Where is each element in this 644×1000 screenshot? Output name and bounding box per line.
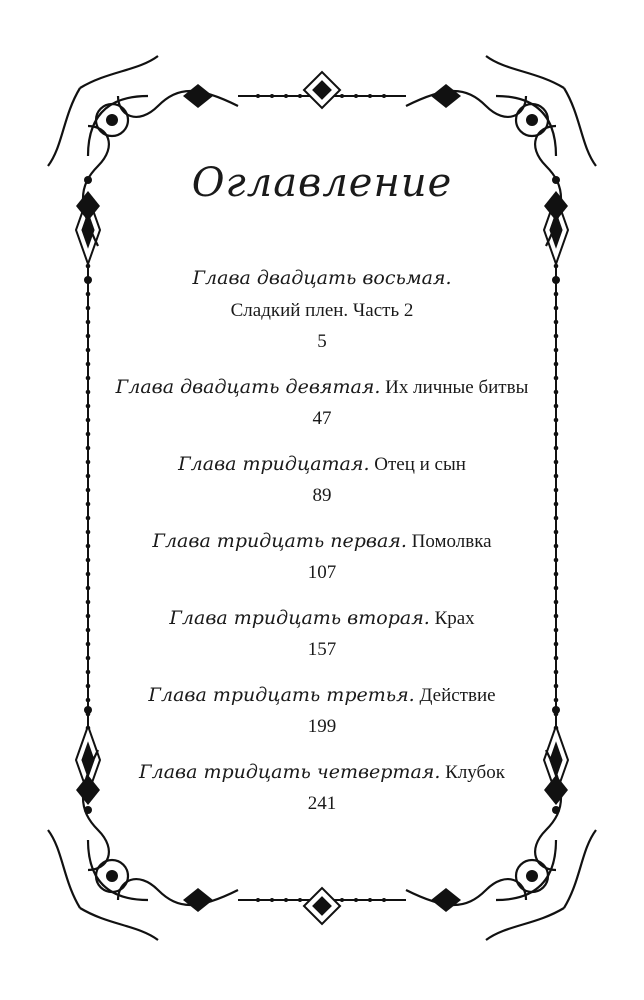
chapter-title: Клубок: [445, 762, 505, 783]
chapter-number: Глава двадцать восьмая.: [192, 267, 452, 289]
table-of-contents: [110, 262, 534, 833]
chapter-title: Отец и сын: [374, 454, 466, 475]
toc-entry: [110, 679, 534, 742]
chapter-number: Глава двадцать девятая.: [115, 376, 381, 398]
toc-entry: [110, 371, 534, 434]
chapter-title: Действие: [419, 685, 496, 706]
chapter-number: Глава тридцать первая.: [152, 530, 407, 552]
page-number: 89: [312, 485, 332, 506]
toc-entry: [110, 756, 534, 819]
chapter-number: Глава тридцать четвертая.: [139, 761, 441, 783]
page-number: 241: [307, 793, 337, 814]
chapter-title: Крах: [434, 608, 475, 629]
page-number: 107: [307, 562, 337, 583]
toc-entry: [110, 448, 534, 511]
toc-entry: [110, 262, 534, 357]
chapter-number: Глава тридцать вторая.: [169, 607, 430, 629]
chapter-title: Помолвка: [411, 531, 492, 552]
chapter-number: Глава тридцать третья.: [148, 684, 415, 706]
chapter-title: Сладкий плен. Часть 2: [230, 300, 414, 321]
page-title: Оглавление: [191, 160, 453, 206]
page-number: 157: [307, 639, 337, 660]
page-number: 5: [317, 331, 327, 352]
toc-entry: [110, 602, 534, 665]
page-number: 199: [307, 716, 337, 737]
toc-entry: [110, 525, 534, 588]
page-number: 47: [312, 408, 332, 429]
chapter-number: Глава тридцатая.: [178, 453, 370, 475]
chapter-title: Их личные битвы: [385, 377, 529, 398]
